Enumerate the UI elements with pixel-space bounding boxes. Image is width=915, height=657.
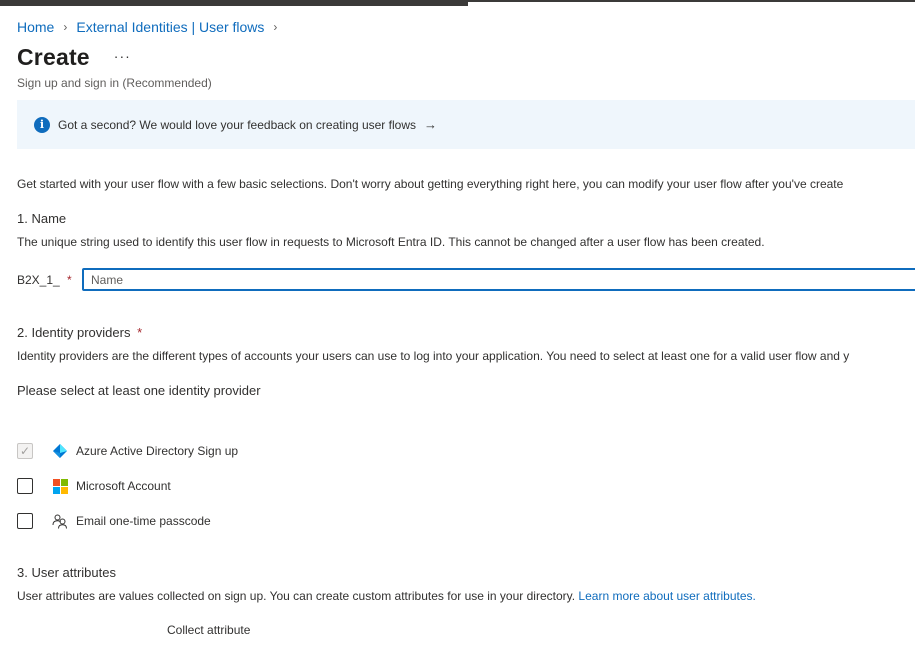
- intro-text: Get started with your user flow with a few basic selections. Don't worry about getting everything right here, you can modify your user flow after you've create: [17, 177, 844, 191]
- name-input[interactable]: [82, 268, 915, 291]
- learn-more-link[interactable]: Learn more about user attributes.: [578, 589, 756, 603]
- email-otp-checkbox[interactable]: [17, 513, 33, 529]
- user-attributes-description: [17, 589, 756, 603]
- title-row: [17, 44, 131, 71]
- provider-microsoft-account: [17, 476, 171, 496]
- name-section-description: The unique string used to identify this user flow in requests to Microsoft Entra ID. This cannot be changed after a user flow has been created.: [17, 235, 765, 249]
- identity-providers-description: Identity providers are the different types of accounts your users can use to log into your application. You need to select at least one for a valid user flow and y: [17, 349, 850, 363]
- user-attributes-title: 3. User attributes: [17, 565, 116, 580]
- provider-label: Microsoft Account: [76, 479, 171, 493]
- name-prefix-text: B2X_1_: [17, 273, 60, 287]
- page-title: Create: [17, 44, 90, 70]
- checkmark-icon: ✓: [19, 444, 31, 458]
- users-icon: [52, 513, 68, 529]
- provider-label: Azure Active Directory Sign up: [76, 444, 239, 458]
- feedback-banner: [17, 100, 915, 149]
- top-bar-right: [468, 0, 915, 2]
- info-icon: i: [34, 117, 50, 133]
- name-section-title: 1. Name: [17, 211, 67, 226]
- breadcrumb-home-link[interactable]: Home: [17, 19, 55, 35]
- azure-ad-checkbox[interactable]: [17, 443, 33, 459]
- required-mark: *: [67, 273, 72, 287]
- breadcrumb-user-flows-link[interactable]: External Identities | User flows: [76, 19, 265, 35]
- top-bar: [0, 0, 468, 6]
- microsoft-logo-icon: [52, 478, 68, 494]
- user-attributes-description-text: User attributes are values collected on sign up. You can create custom attributes for use in your directory.: [17, 589, 576, 603]
- name-prefix-label: [17, 273, 72, 287]
- azure-ad-icon: [52, 443, 68, 459]
- breadcrumb-chevron-icon: ›: [63, 20, 68, 34]
- identity-providers-title: [17, 325, 142, 340]
- provider-email-otp: [17, 511, 211, 531]
- identity-providers-title-text: 2. Identity providers: [17, 325, 131, 340]
- provider-label: Email one-time passcode: [76, 514, 211, 528]
- page-subtitle: Sign up and sign in (Recommended): [17, 76, 212, 90]
- validation-message: Please select at least one identity provider: [17, 383, 261, 398]
- required-mark: *: [137, 325, 143, 340]
- breadcrumb-chevron-icon: ›: [273, 20, 278, 34]
- more-options-button[interactable]: ···: [113, 47, 131, 64]
- arrow-right-icon[interactable]: →: [423, 117, 437, 132]
- microsoft-account-checkbox[interactable]: [17, 478, 33, 494]
- feedback-link[interactable]: Got a second? We would love your feedback on creating user flows: [58, 117, 416, 132]
- collect-attribute-column-header: Collect attribute: [167, 623, 251, 637]
- provider-azure-ad: [17, 441, 238, 461]
- breadcrumb: [17, 17, 286, 37]
